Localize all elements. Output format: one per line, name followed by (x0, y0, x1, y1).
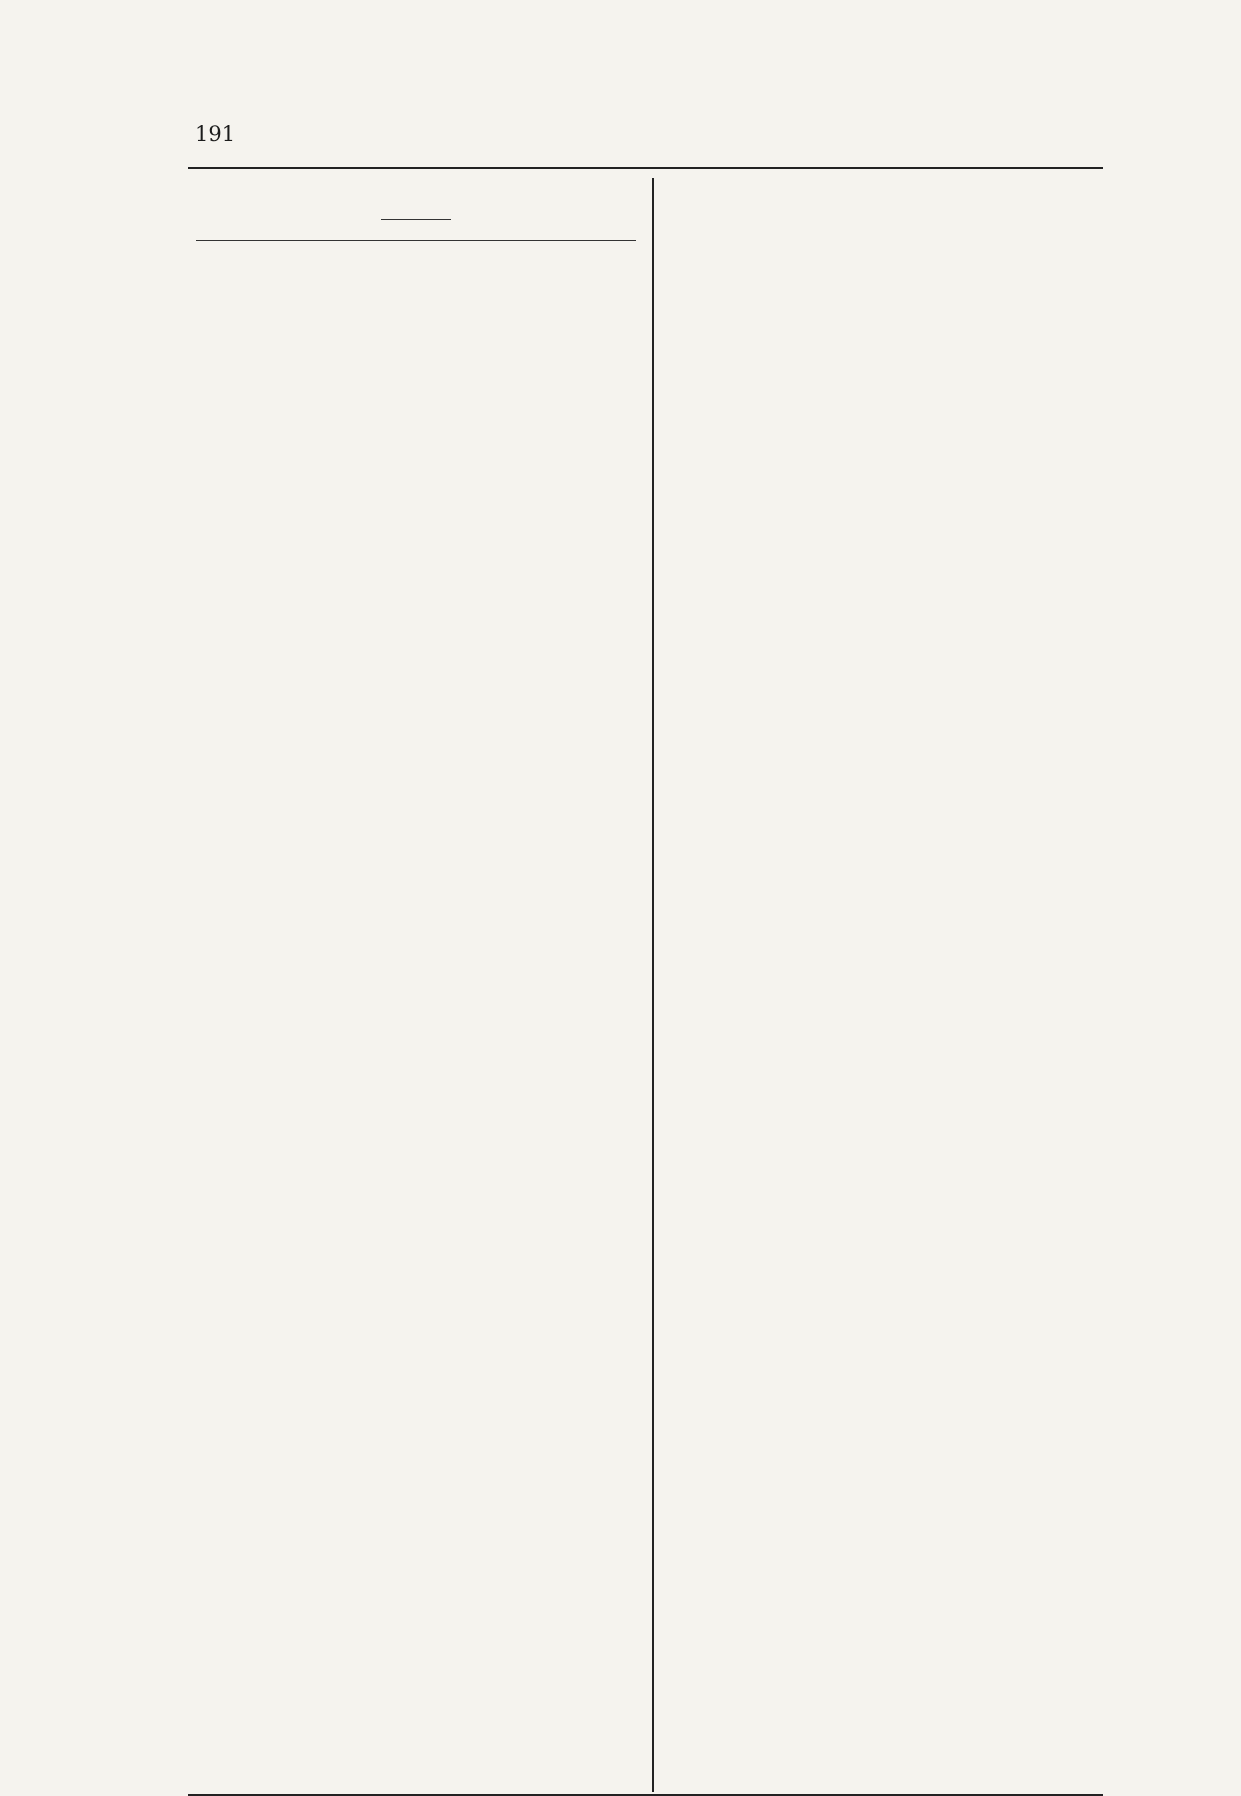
page-header (195, 118, 1095, 168)
page-number-latin: 191 (195, 122, 236, 146)
header-rule (188, 167, 1103, 169)
left-column (670, 185, 1095, 201)
divider (381, 219, 451, 220)
column-divider (652, 178, 654, 1792)
right-column (196, 185, 636, 259)
divider (196, 240, 636, 241)
